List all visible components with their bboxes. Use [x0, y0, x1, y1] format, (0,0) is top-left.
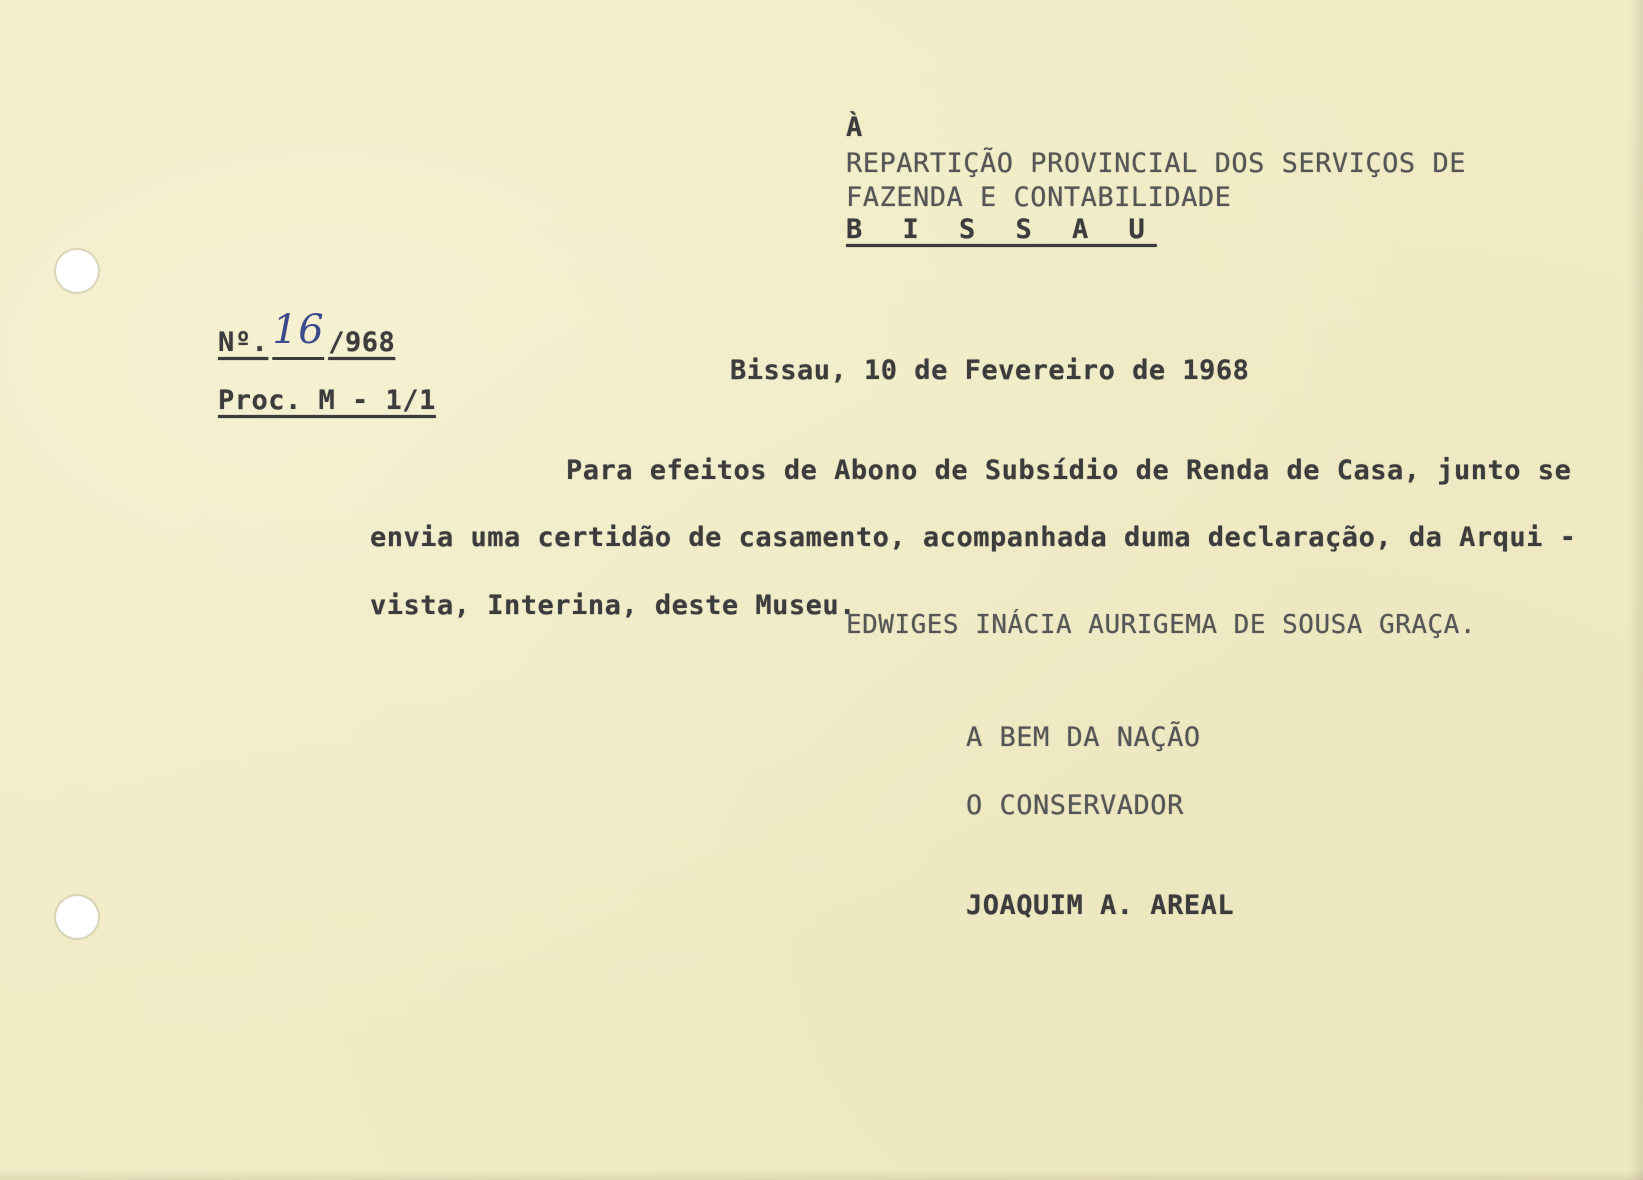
addressee-city: B I S S A U	[846, 214, 1157, 245]
body-line-3: vista, Interina, deste Museu.	[370, 590, 856, 621]
closing-title: O CONSERVADOR	[966, 790, 1184, 821]
body-line-2: envia uma certidão de casamento, acompanhada duma declaração, da Arqui -	[370, 522, 1577, 553]
signatory-name: JOAQUIM A. AREAL	[966, 890, 1235, 921]
reference-number	[218, 307, 396, 361]
addressee-prefix: À	[846, 112, 863, 143]
punch-hole-bottom	[56, 896, 98, 938]
punch-hole-top	[56, 250, 98, 292]
date-line: Bissau, 10 de Fevereiro de 1968	[730, 355, 1250, 386]
reference-number-handwritten: 16	[272, 307, 325, 353]
addressee-line-2: FAZENDA E CONTABILIDADE	[846, 182, 1232, 213]
body-line-3-name: EDWIGES INÁCIA AURIGEMA DE SOUSA GRAÇA.	[846, 610, 1476, 640]
page-edge-shadow-bottom	[0, 1170, 1643, 1180]
body-line-1: Para efeitos de Abono de Subsídio de Renda de Casa, junto se	[566, 455, 1572, 486]
reference-number-prefix: Nº.	[218, 327, 269, 358]
closing-salutation: A BEM DA NAÇÃO	[966, 722, 1201, 753]
reference-number-suffix: /968	[328, 327, 396, 358]
addressee-line-1: REPARTIÇÃO PROVINCIAL DOS SERVIÇOS DE	[846, 148, 1466, 179]
process-reference: Proc. M - 1/1	[218, 385, 436, 416]
page-edge-shadow	[1629, 0, 1643, 1180]
